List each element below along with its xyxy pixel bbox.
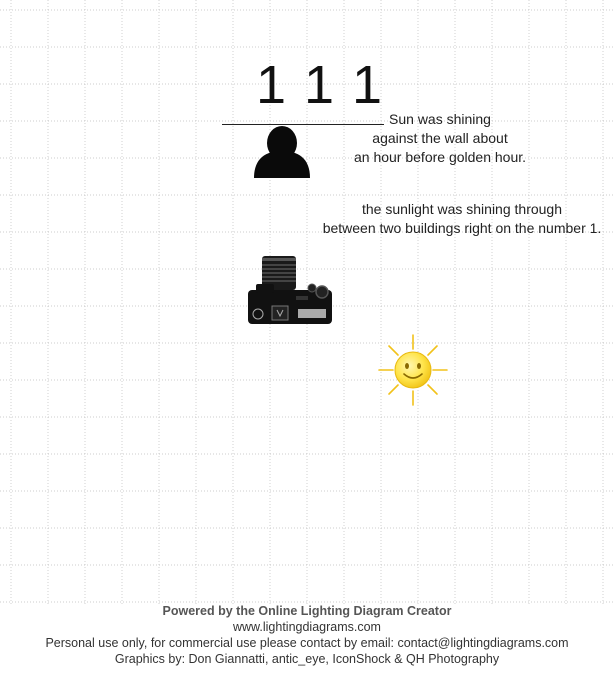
number-111-label: 111: [256, 55, 405, 115]
note-line: the sunlight was shining through: [361, 201, 563, 217]
sun-icon: [377, 333, 449, 407]
footer-website-link[interactable]: www.lightingdiagrams.com: [233, 620, 381, 634]
footer-license-text: Personal use only, for commercial use please contact by email: contact@lightingdiagrams.com: [45, 636, 569, 650]
note-line: an hour before golden hour.: [353, 149, 527, 165]
note-line: Sun was shining: [389, 111, 491, 127]
camera-icon: [246, 254, 334, 326]
person-silhouette-icon: [252, 124, 312, 180]
note-sun-against-wall: [340, 110, 540, 167]
footer-credits: Graphics by: Don Giannatti, antic_eye, IconShock & QH Photography: [114, 652, 500, 666]
note-sunlight-through-buildings: [308, 200, 614, 238]
note-line: between two buildings right on the number 1.: [322, 220, 602, 236]
note-line: against the wall about: [372, 130, 508, 146]
footer-powered-by: Powered by the Online Lighting Diagram Creator: [162, 604, 452, 618]
footer: [0, 603, 614, 667]
